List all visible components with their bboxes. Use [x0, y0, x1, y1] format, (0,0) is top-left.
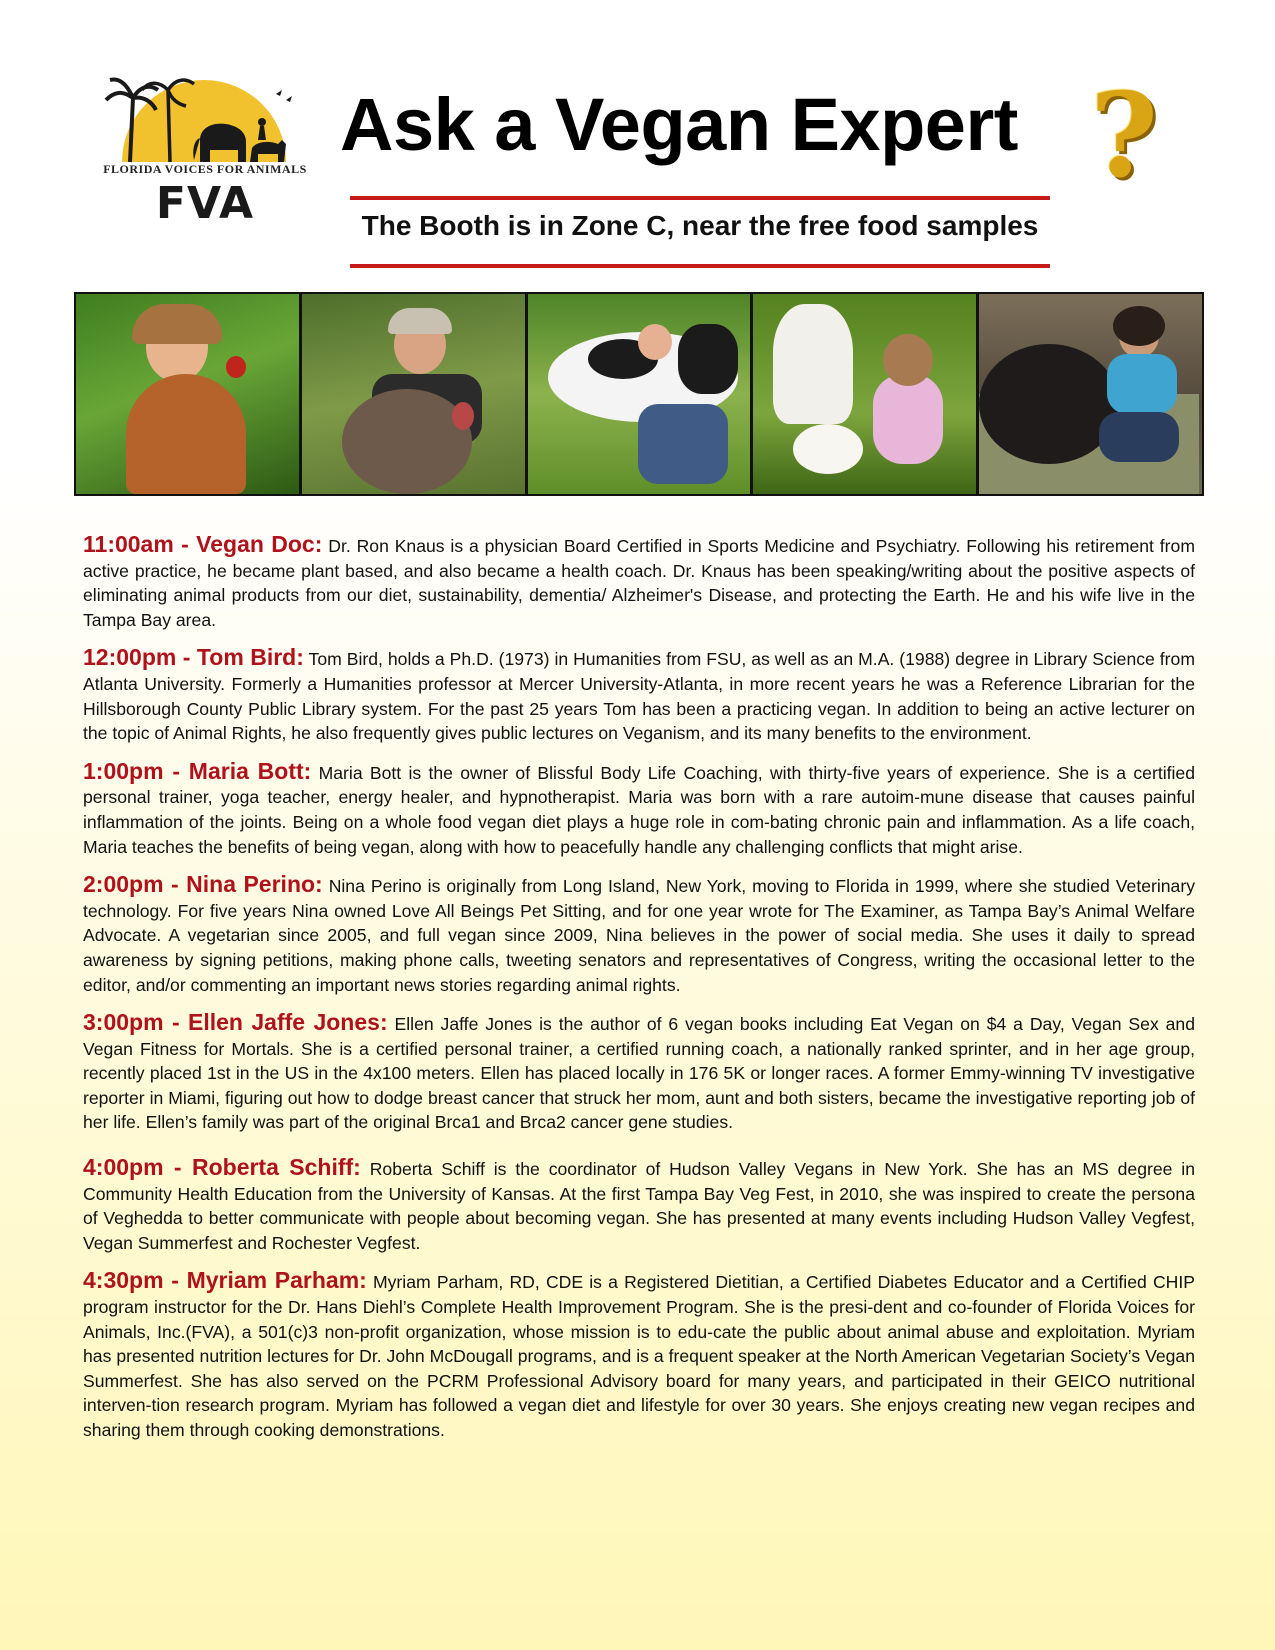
question-mark-icon: ?: [1090, 68, 1158, 204]
entry-time: 12:00pm: [83, 644, 177, 671]
schedule-entry: 3:00pm - Ellen Jaffe Jones: Ellen Jaffe Jones is the author of 6 vegan books including Eat Vegan on $4 a Day, Vegan Sex and Vegan Fitness for Mortals. She is a certified personal trainer, a certified running coach, a nationally ranked sprinter, and in her age group, recently placed 1st in the US in the 4x100 meters. Ellen has placed locally in 176 5K or longer races. A former Emmy-winning TV investigative reporter in Miami, figuring out how to dodge breast cancer that struck her mom, aunt and both sisters, became the investigative reporting job of her life. Ellen’s family was part of the original Brca1 and Brca2 cancer gene studies.: [83, 1009, 1195, 1133]
schedule-entry: 2:00pm - Nina Perino: Nina Perino is originally from Long Island, New York, moving to Florida in 1999, where she studied Veterinary technology. For five years Nina owned Love All Beings Pet Sitting, and for one year wrote for The Examiner, as Tampa Bay’s Animal Welfare Advocate. A vegetarian since 2005, and full vegan since 2009, Nina believes in the power of social media. She uses it daily to spread awareness by signing petitions, making phone calls, tweeting senators and representatives of Congress, writing the occasional letter to the editor, and/or commenting an important news stories regarding animal rights.: [83, 871, 1195, 995]
photo-woman-with-pig: [979, 294, 1202, 494]
photo-woman-with-turkey: [302, 294, 525, 494]
speaker-schedule: [83, 532, 1195, 1456]
page-title: Ask a Vegan Expert: [340, 83, 1018, 166]
entry-speaker: Vegan Doc:: [196, 531, 323, 557]
schedule-entry: 1:00pm - Maria Bott: Maria Bott is the owner of Blissful Body Life Coaching, with thirty-five years of experience. She is a certified personal trainer, yoga teacher, energy healer, and hypnotherapist. Maria was born with a rare autoim-mune disease that causes painful inflammation of the joints. Being on a whole food vegan diet plays a huge role in com-bating chronic pain and inflammation. As a life coach, Maria teaches the benefits of being vegan, along with how to peacefully handle any challenging conflicts that might arise.: [83, 757, 1195, 857]
schedule-entry: 4:30pm - Myriam Parham: Myriam Parham, RD, CDE is a Registered Dietitian, a Certified Diabetes Educator and a Certified CHIP program instructor for the Dr. Hans Diehl’s Complete Health Improvement Program. She is the presi-dent and co-founder of Florida Voices for Animals, Inc.(FVA), a 501(c)3 non-profit organization, whose mission is to edu-cate the public about animal abuse and exploitation. Myriam has presented nutrition lectures for Dr. John McDougall programs, and is a frequent speaker at the North American Vegetarian Society’s Vegan Summerfest. She has also served on the PCRM Professional Advisory board for many years, and participated in their GEICO nutritional interven-tion research program. Myriam has followed a vegan diet and lifestyle for over 30 years. She enjoys creating new vegan recipes and sharing them through cooking demonstrations.: [83, 1267, 1195, 1440]
fva-logo: [100, 70, 310, 230]
entry-speaker: Roberta Schiff:: [191, 1154, 361, 1181]
entry-time: 11:00am: [83, 531, 174, 557]
entry-time: 4:00pm: [83, 1154, 164, 1181]
bottom-divider: [350, 264, 1050, 268]
logo-emblem: [100, 70, 310, 170]
photo-woman-with-cow: [528, 294, 751, 494]
schedule-entry: 4:00pm - Roberta Schiff: Roberta Schiff is the coordinator of Hudson Valley Vegans in New York. She has an MS degree in Community Health Education from the University of Kansas. At the first Tampa Bay Veg Fest, in 2010, she was inspired to create the persona of Veghedda to better communicate with people about becoming vegan. She has presented at many events including Hudson Valley Vegfest, Vegan Summerfest and Rochester Vegfest.: [83, 1154, 1195, 1253]
entry-bio: Tom Bird, holds a Ph.D. (1973) in Humanities from FSU, as well as an M.A. (1988) degree in Library Science from Atlanta University. Formerly a Humanities professor at Mercer University-Atlanta, in more recent years he was a Reference Librarian for the Hillsborough County Public Library system. For the past 25 years Tom has been a practicing vegan. In addition to being an active lecturer on the topic of Animal Rights, he also frequently gives public lectures on Veganism, and its many benefits to the environment.: [83, 649, 1195, 744]
entry-time: 2:00pm: [83, 871, 164, 898]
entry-speaker: Tom Bird:: [196, 644, 304, 671]
entry-speaker: Ellen Jaffe Jones:: [188, 1009, 388, 1036]
schedule-entry: 11:00am - Vegan Doc: Dr. Ron Knaus is a physician Board Certified in Sports Medicine and Psychiatry. Following his retirement from active practice, he became plant based, and also became a health coach. Dr. Knaus has been speaking/writing about the positive aspects of eliminating animal products from our diet, sustainability, dementia/ Alzheimer's Disease, and protecting the Earth. He and his wife live in the Tampa Bay area.: [83, 531, 1195, 630]
entry-bio: Nina Perino is originally from Long Island, New York, moving to Florida in 1999, where she studied Veterinary technology. For five years Nina owned Love All Beings Pet Sitting, and for one year wrote for The Examiner, as Tampa Bay’s Animal Welfare Advocate. A vegetarian since 2005, and full vegan since 2009, Nina believes in the power of social media. She uses it daily to spread awareness by signing petitions, making phone calls, tweeting senators and representatives of Congress, writing the occasional letter to the editor, and/or commenting an important news stories regarding animal rights.: [83, 876, 1195, 995]
photo-girl-hugging-chicken: [76, 294, 299, 494]
entry-bio: Maria Bott is the owner of Blissful Body Life Coaching, with thirty-five years of experience. She is a certified personal trainer, yoga teacher, energy healer, and hypnotherapist. Maria was born with a rare autoim-mune disease that causes painful inflammation of the joints. Being on a whole food vegan diet plays a huge role in com-bating chronic pain and inflammation. As a life coach, Maria teaches the benefits of being vegan, along with how to peacefully handle any challenging conflicts that might arise.: [83, 762, 1195, 857]
entry-bio: Dr. Ron Knaus is a physician Board Certified in Sports Medicine and Psychiatry. Following his retirement from active practice, he became plant based, and also became a health coach. Dr. Knaus has been speaking/writing about the positive aspects of eliminating animal products from our diet, sustainability, dementia/ Alzheimer's Disease, and protecting the Earth. He and his wife live in the Tampa Bay area.: [83, 536, 1195, 630]
entry-time: 4:30pm: [83, 1267, 164, 1294]
entry-time: 1:00pm: [83, 757, 164, 784]
entry-bio: Ellen Jaffe Jones is the author of 6 vegan books including Eat Vegan on $4 a Day, Vegan Sex and Vegan Fitness for Mortals. She is a certified personal trainer, a certified running coach, a nationally ranked sprinter, and in her age group, recently placed 1st in the US in the 4x100 meters. Ellen has placed locally in 176 5K or longer races. A former Emmy-winning TV investigative reporter in Miami, figuring out how to dodge breast cancer that struck her mom, aunt and both sisters, became the investigative reporting job of her life. Ellen’s family was part of the original Brca1 and Brca2 cancer gene studies.: [83, 1014, 1195, 1133]
entry-bio: Roberta Schiff is the coordinator of Hudson Valley Vegans in New York. She has an MS degree in Community Health Education from the University of Kansas. At the first Tampa Bay Veg Fest, in 2010, she was inspired to create the persona of Veghedda to better communicate with people about becoming vegan. She has presented at many events including Hudson Valley Vegfest, Vegan Summerfest and Rochester Vegfest.: [83, 1159, 1195, 1253]
entry-speaker: Myriam Parham:: [186, 1267, 367, 1294]
booth-location-subtitle: The Booth is in Zone C, near the free food samples: [361, 210, 1039, 241]
schedule-entry: 12:00pm - Tom Bird: Tom Bird, holds a Ph.D. (1973) in Humanities from FSU, as well as an M.A. (1988) degree in Library Science from Atlanta University. Formerly a Humanities professor at Mercer University-Atlanta, in more recent years he was a Reference Librarian for the Hillsborough County Public Library system. For the past 25 years Tom has been a practicing vegan. In addition to being an active lecturer on the topic of Animal Rights, he also frequently gives public lectures on Veganism, and its many benefits to the environment.: [83, 644, 1195, 744]
photo-strip: [74, 292, 1204, 496]
top-divider: [350, 196, 1050, 200]
logo-abbreviation: FVA: [155, 178, 255, 229]
photo-girl-with-goats: [753, 294, 976, 494]
entry-time: 3:00pm: [83, 1009, 164, 1036]
entry-speaker: Maria Bott:: [188, 757, 312, 784]
entry-speaker: Nina Perino:: [186, 871, 323, 898]
logo-org-name: FLORIDA VOICES FOR ANIMALS: [103, 162, 307, 176]
entry-bio: Myriam Parham, RD, CDE is a Registered Dietitian, a Certified Diabetes Educator and a Certified CHIP program instructor for the Dr. Hans Diehl’s Complete Health Improvement Program. She is the presi-dent and co-founder of Florida Voices for Animals, Inc.(FVA), a 501(c)3 non-profit organization, whose mission is to edu-cate the public about animal abuse and exploitation. Myriam has presented nutrition lectures for Dr. John McDougall programs, and is a frequent speaker at the North American Vegetarian Society’s Vegan Summerfest. She has also served on the PCRM Professional Advisory board for many years, and participated in their GEICO nutritional interven-tion research program. Myriam has followed a vegan diet and lifestyle for over 30 years. She enjoys creating new vegan recipes and sharing them through cooking demonstrations.: [83, 1272, 1195, 1440]
